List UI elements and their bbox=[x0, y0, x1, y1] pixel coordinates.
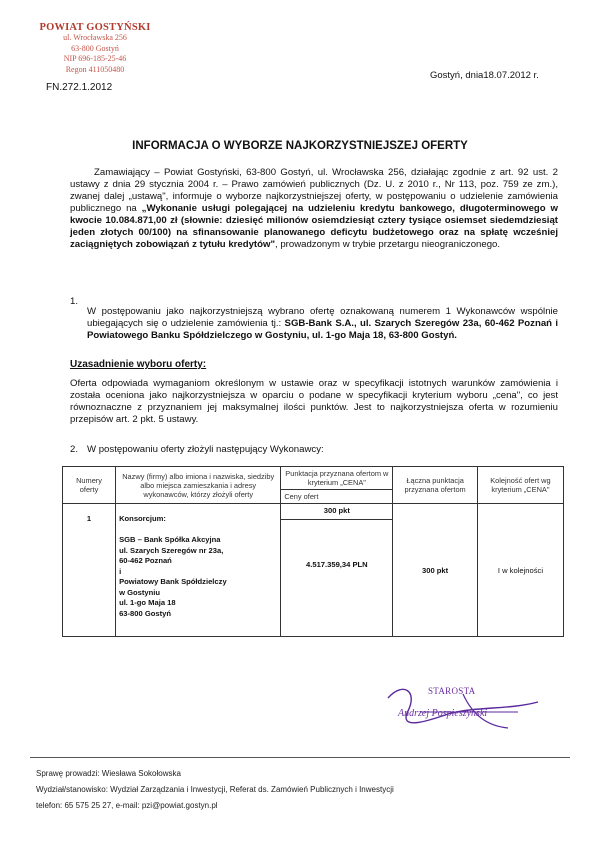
intro-subject: „Wykonanie usługi polegającej na udzieleniu kredytu bankowego, długoterminowego w kwocie 10.084.871,00 zł (słownie: dziesięć milionów osiemdziesiąt cztery tysiące osiemset siedemdziesiąt jeden złotych 00/100) na sfinansowanie planowanego deficytu budżetowego oraz na spłatę wcześniej zaciągniętych zobowiązań z tytułu kredytów" bbox=[70, 203, 558, 250]
bidder-line: i bbox=[119, 566, 122, 576]
footer-department: Wydział/stanowisko: Wydział Zarządzania i Inwestycji, Referat ds. Zamówień Publicznych i Inwestycji bbox=[36, 785, 394, 794]
footer-contact: telefon: 65 575 25 27, e-mail: pzi@powiat.gostyn.pl bbox=[36, 801, 218, 810]
stamp-line: 63-800 Gostyń bbox=[71, 43, 119, 53]
bidder-line: ul. 1-go Maja 18 bbox=[119, 598, 176, 607]
bidder-line: w Gostyniu bbox=[119, 587, 160, 597]
header-offer-number: Numery oferty bbox=[63, 467, 116, 504]
table-row bbox=[63, 504, 564, 637]
bidder-line: ul. Szarych Szeregów nr 23a, bbox=[119, 545, 224, 555]
offer-points: 300 pkt bbox=[281, 504, 392, 520]
header-price: Ceny ofert bbox=[281, 490, 393, 504]
signature-name: Andrzej Pospieszyński bbox=[398, 708, 488, 719]
header-bidder-names: Nazwy (firmy) albo imiona i nazwiska, siedziby albo miejsca zamieszkania i adresy wykonawców, którzy złożyli oferty bbox=[116, 467, 281, 504]
bidders-intro: W postępowaniu oferty złożyli następujący Wykonawcy: bbox=[87, 444, 324, 455]
item-number: 1. bbox=[70, 296, 79, 307]
reference-number: FN.272.1.2012 bbox=[46, 82, 113, 93]
footer-divider bbox=[30, 757, 570, 758]
intro-paragraph bbox=[70, 167, 558, 251]
offer-price: 4.517.359,34 PLN bbox=[306, 560, 368, 569]
bidder-line: 63-800 Gostyń bbox=[119, 608, 171, 618]
bidder-line: Powiatowy Bank Spółdzielczy bbox=[119, 577, 227, 586]
offer-number: 1 bbox=[63, 504, 116, 637]
selected-offer-item bbox=[70, 296, 558, 351]
selected-offer-text bbox=[87, 306, 558, 342]
stamp-line: NIP 696-185-25-46 bbox=[63, 54, 127, 63]
offer-order: I w kolejności bbox=[477, 504, 563, 637]
stamp-title: POWIAT GOSTYŃSKI bbox=[39, 22, 151, 33]
item-number: 2. bbox=[70, 444, 79, 455]
header-points: Punktacja przyznana ofertom w kryterium „CENA" bbox=[281, 467, 393, 490]
office-stamp bbox=[36, 22, 154, 75]
justification-text: Oferta odpowiada wymaganiom określonym w ustawie oraz w specyfikacji istotnych warunków zamówienia i została oceniona jako najkorzystniejsza w oparciu o podane w specyfikacji kryterium wyboru „cena", co jest równoznaczne z przyznaniem jej maksymalnej ilości punktów. Jest to najkorzystniejsza oferta w rozumieniu przepisów art. 2 pkt. 5 ustawy. bbox=[70, 378, 558, 425]
header-order: Kolejność ofert wg kryterium „CENA" bbox=[477, 467, 563, 504]
table-header-row bbox=[63, 467, 564, 490]
item1-plain: W postępowaniu jako najkorzystniejszą wybrano ofertę oznakowaną numerem 1 Wykonawców wspólnie ubiegających się o udzielenie zamówienia tj.: bbox=[87, 305, 558, 329]
stamp-line: ul. Wrocławska 256 bbox=[63, 33, 127, 42]
header-total-points: Łączna punktacja przyznana ofertom bbox=[393, 467, 478, 504]
stamp-line: Regon 411050480 bbox=[65, 64, 125, 74]
consortium-label: Konsorcjum: bbox=[119, 514, 166, 523]
bidder-line: SGB – Bank Spółka Akcyjna bbox=[119, 535, 221, 544]
intro-plain: Zamawiający – Powiat Gostyński, 63-800 Gostyń, ul. Wrocławska 256, działając zgodnie z art. 92 ust. 2 ustawy z dnia 29 stycznia 2004 r. – Prawo zamówień publicznych (Dz. U. z 2010 r., Nr 113, poz. 759 ze zm.), zwanej dalej „ustawą", informuje o wyborze najkorzystniejszej oferty, w postępowaniu o udzielenie zamówienia publicznego na bbox=[70, 167, 558, 214]
signature-title: STAROSTA bbox=[428, 686, 476, 696]
price-cell bbox=[281, 504, 393, 637]
document-title: INFORMACJA O WYBORZE NAJKORZYSTNIEJSZEJ OFERTY bbox=[132, 140, 468, 152]
offers-table bbox=[62, 466, 564, 637]
bidder-line: 60-462 Poznań bbox=[119, 556, 172, 565]
place-date: Gostyń, dnia18.07.2012 r. bbox=[430, 70, 539, 81]
justification-heading: Uzasadnienie wyboru oferty: bbox=[70, 359, 207, 370]
item1-winner: SGB-Bank S.A., ul. Szarych Szeregów 23a, 60-462 Poznań i Powiatowego Banku Spółdzielczego w Gostyniu, ul. 1-go Maja 18, 63-800 Gostyń. bbox=[87, 317, 558, 341]
bidders-item bbox=[70, 444, 324, 455]
intro-end: , prowadzonym w trybie przetargu nieograniczonego. bbox=[275, 239, 501, 250]
offer-total-points: 300 pkt bbox=[393, 504, 478, 637]
bidder-cell bbox=[116, 504, 281, 637]
footer-prepared-by: Sprawę prowadzi: Wiesława Sokołowska bbox=[36, 769, 181, 778]
